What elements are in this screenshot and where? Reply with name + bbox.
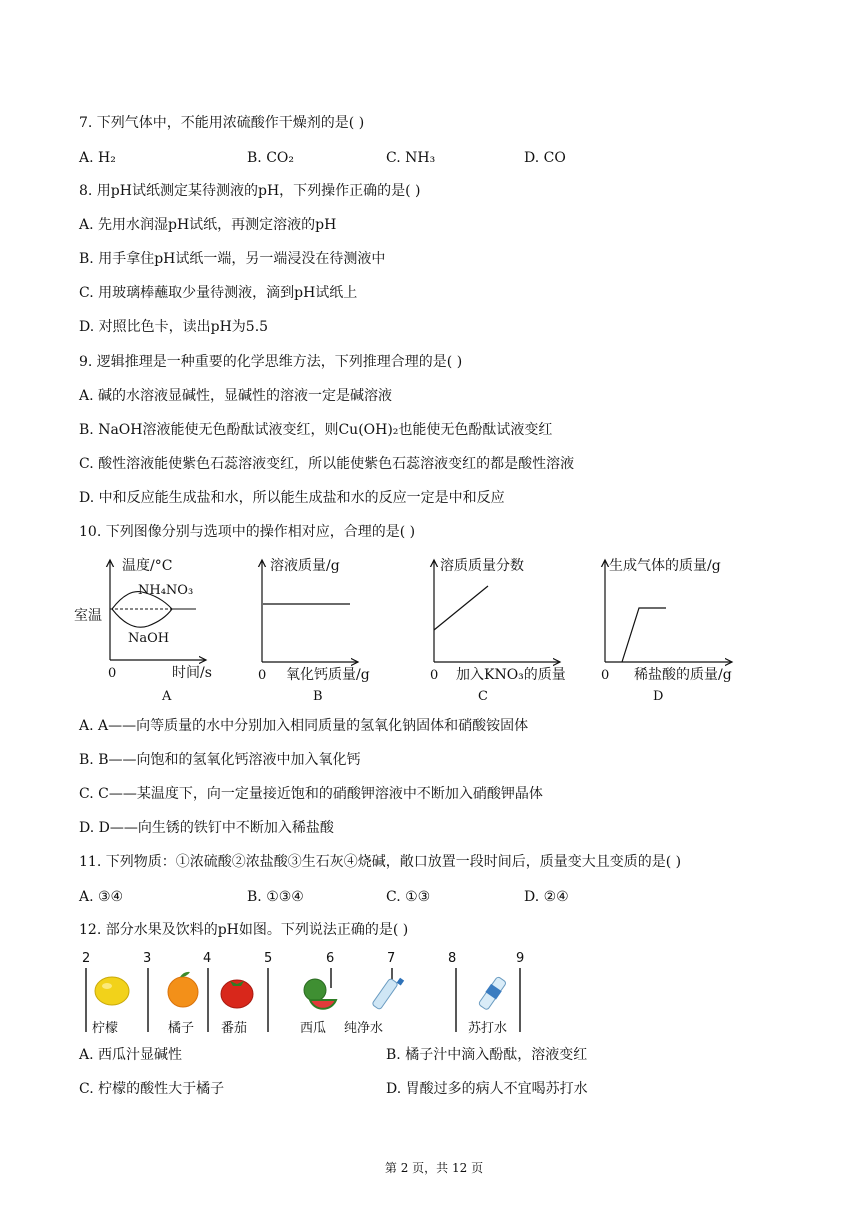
label-watermelon: 西瓜 [300,1021,327,1036]
q11-option-a: A. ③④ [79,889,124,905]
q12-option-a: A. 西瓜汁显碱性 [79,1047,183,1063]
graph-b-tag: B [313,689,323,704]
q8-option-b: B. 用手拿住pH试纸一端，另一端浸没在待测液中 [79,251,386,267]
q12-option-b: B. 橘子汁中滴入酚酞，溶液变红 [386,1047,588,1063]
graph-c-xlabel: 加入KNO₃的质量 [456,667,566,683]
ph-tick-4: 4 [203,951,212,966]
label-tomato: 番茄 [221,1021,248,1036]
q11-option-b: B. ①③④ [247,889,304,905]
graph-a-upper-label: NH₄NO₃ [138,583,194,598]
orange-icon [168,972,198,1007]
q9-option-a: A. 碱的水溶液显碱性，显碱性的溶液一定是碱溶液 [79,388,393,404]
graph-c [430,557,566,704]
q9-option-d: D. 中和反应能生成盐和水，所以能生成盐和水的反应一定是中和反应 [79,490,505,506]
q12-option-c: C. 柠檬的酸性大于橘子 [79,1081,225,1097]
graph-d [601,557,732,704]
q8-option-d: D. 对照比色卡，读出pH为5.5 [79,319,269,335]
graph-b-xlabel: 氧化钙质量/g [286,667,370,683]
q7-option-c: C. NH₃ [386,150,436,166]
ph-tick-7: 7 [387,951,396,966]
graph-b-ylabel: 溶液质量/g [270,558,340,574]
graph-c-origin: 0 [430,668,439,683]
q10-option-d: D. D——向生锈的铁钉中不断加入稀盐酸 [79,820,334,836]
graph-b-origin: 0 [258,668,267,683]
label-soda-water: 苏打水 [468,1021,508,1036]
graph-a-origin: 0 [108,666,117,681]
ph-tick-5: 5 [264,951,273,966]
graph-a-tag: A [162,689,172,704]
label-lemon: 柠檬 [92,1021,119,1036]
graph-a-lower-label: NaOH [128,631,170,646]
ph-tick-8: 8 [448,951,457,966]
page-footer: 第 2 页，共 12 页 [384,1161,484,1175]
q10-stem: 10. 下列图像分别与选项中的操作相对应，合理的是( ) [79,524,416,540]
graph-a-xlabel: 时间/s [172,665,212,681]
graph-a [74,557,212,704]
label-orange: 橘子 [168,1021,195,1036]
graph-d-tag: D [653,689,664,704]
ph-tick-9: 9 [516,951,525,966]
q8-stem: 8. 用pH试纸测定某待测液的pH，下列操作正确的是( ) [79,183,421,199]
graph-a-ylabel: 温度/°C [122,558,173,574]
ph-tick-2: 2 [82,951,91,966]
q9-option-b: B. NaOH溶液能使无色酚酞试液变红，则Cu(OH)₂也能使无色酚酞试液变红 [79,422,553,438]
graph-a-room-label: 室温 [74,608,102,624]
tomato-icon [221,980,253,1008]
q10-option-c: C. C——某温度下，向一定量接近饱和的硝酸钾溶液中不断加入硝酸钾晶体 [79,786,543,802]
q8-option-a: A. 先用水润湿pH试纸，再测定溶液的pH [79,217,337,233]
soda-water-bottle-icon [478,976,507,1010]
q11-option-d: D. ②④ [524,889,569,905]
q7-option-b: B. CO₂ [247,150,294,166]
graph-c-ylabel: 溶质质量分数 [440,558,524,574]
graph-d-origin: 0 [601,668,610,683]
q7-stem: 7. 下列气体中，不能用浓硫酸作干燥剂的是( ) [79,115,365,131]
q7-option-d: D. CO [524,150,566,166]
ph-tick-3: 3 [143,951,152,966]
q10-option-b: B. B——向饱和的氢氧化钙溶液中加入氧化钙 [79,752,361,768]
q8-option-c: C. 用玻璃棒蘸取少量待测液，滴到pH试纸上 [79,285,358,301]
graph-d-xlabel: 稀盐酸的质量/g [634,667,732,683]
graph-b [258,557,370,704]
q11-option-c: C. ①③ [386,889,431,905]
q12-option-d: D. 胃酸过多的病人不宜喝苏打水 [386,1081,588,1097]
ph-tick-6: 6 [326,951,335,966]
q9-option-c: C. 酸性溶液能使紫色石蕊溶液变红，所以能使紫色石蕊溶液变红的都是酸性溶液 [79,456,575,472]
q10-graphs-figure [72,552,792,712]
graph-d-ylabel: 生成气体的质量/g [609,558,721,574]
q12-stem: 12. 部分水果及饮料的pH如图。下列说法正确的是( ) [79,922,409,938]
water-bottle-icon [372,978,404,1010]
lemon-icon [95,977,129,1005]
graph-c-tag: C [478,689,488,704]
label-pure-water: 纯净水 [344,1021,384,1036]
q9-stem: 9. 逻辑推理是一种重要的化学思维方法，下列推理合理的是( ) [79,354,463,370]
q10-option-a: A. A——向等质量的水中分别加入相同质量的氢氧化钠固体和硝酸铵固体 [79,718,529,734]
q11-stem: 11. 下列物质：①浓硫酸②浓盐酸③生石灰④烧碱，敞口放置一段时间后，质量变大且变质的是( ) [79,854,682,870]
q12-ph-scale-figure [72,948,532,1040]
q7-option-a: A. H₂ [79,150,116,166]
